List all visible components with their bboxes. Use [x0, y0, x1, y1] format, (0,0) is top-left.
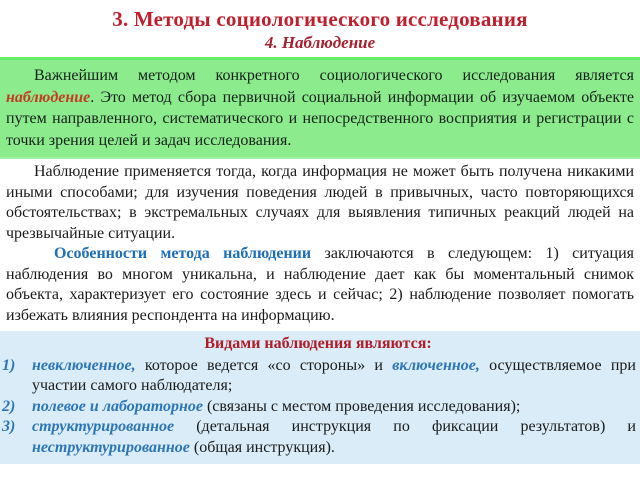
item-text: полевое и лабораторное (связаны с местом проведения исследования); — [32, 397, 521, 415]
item-number: 2) — [2, 397, 16, 415]
item-text: невключенное, которое ведется «со стороны» и включенное, осуществляемое при участии самого наблюдателя; — [32, 356, 636, 394]
slide-subtitle: 4. Наблюдение — [264, 33, 376, 52]
item-number: 1) — [2, 356, 16, 374]
body-text-section — [0, 159, 640, 326]
definition-text: Важнейшим методом конкретного социологического исследования является наблюдение. Это метод сбора первичной социальной информации об изучаемом объекте путем направленного, систематического и непосредственного восприятия и регистрации с точки зрения целей и задач исследования. — [6, 67, 634, 149]
features-paragraph: Особенности метода наблюдении заключаются в следующем: 1) ситуация наблюдения во многом уникальна, и наблюдение дает как бы моментальный снимок объекта, характеризует его состояние здесь и сейчас; 2) наблюдение позволяет помогать избежать влияния респондента на информацию. — [6, 245, 635, 324]
observation-types-box — [0, 331, 640, 464]
usage-paragraph: Наблюдение применяется тогда, когда информация не может быть получена никакими иными способами; для изучения поведения людей в привычных, часто повторяющихся обстоятельствах; в экстремальных случаях для выявления типичных реакций людей на чрезвычайные ситуации. — [6, 163, 634, 242]
observation-type-item-3 — [0, 417, 636, 458]
observation-type-item-1 — [0, 356, 636, 397]
item-text: структурированное (детальная инструкция по фиксации результатов) и неструктурированное (общая инструкция). — [32, 418, 636, 456]
item-number: 3) — [2, 418, 16, 435]
definition-box — [0, 57, 640, 159]
observation-type-item-2 — [0, 397, 636, 418]
slide-title: 3. Методы социологического исследования — [112, 7, 528, 31]
observation-types-header: Видами наблюдения являются: — [204, 335, 432, 352]
